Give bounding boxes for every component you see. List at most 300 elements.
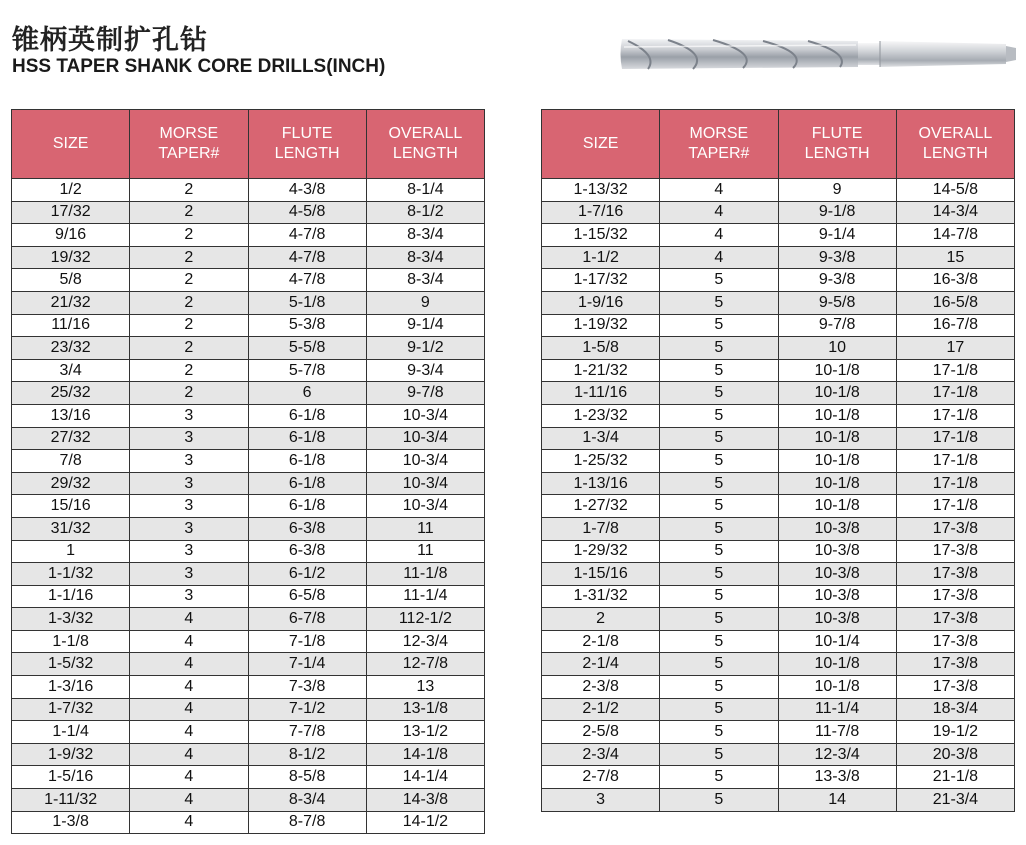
table-row [542,585,1015,608]
cell-overall-length: 10-3/4 [366,427,484,450]
cell-flute-length: 4-3/8 [248,179,366,202]
table-row [12,495,485,518]
cell-flute-length: 6-1/8 [248,495,366,518]
cell-morse-taper: 4 [130,698,248,721]
cell-size: 31/32 [12,517,130,540]
cell-size: 1-7/8 [542,517,660,540]
cell-overall-length: 17-1/8 [896,427,1014,450]
cell-morse-taper: 4 [660,179,778,202]
cell-flute-length: 5-1/8 [248,291,366,314]
specs-table-left [11,109,485,834]
cell-size: 29/32 [12,472,130,495]
table-row [542,404,1015,427]
cell-flute-length: 11-7/8 [778,721,896,744]
cell-size: 1-31/32 [542,585,660,608]
cell-flute-length: 5-3/8 [248,314,366,337]
table-row [12,291,485,314]
cell-size: 1-3/32 [12,608,130,631]
cell-overall-length: 17-3/8 [896,676,1014,699]
cell-morse-taper: 5 [660,789,778,812]
table-row [12,382,485,405]
cell-morse-taper: 5 [660,698,778,721]
cell-morse-taper: 5 [660,585,778,608]
cell-overall-length: 9 [366,291,484,314]
cell-overall-length: 14-5/8 [896,179,1014,202]
cell-size: 2 [542,608,660,631]
cell-morse-taper: 2 [130,201,248,224]
cell-overall-length: 21-3/4 [896,789,1014,812]
cell-morse-taper: 5 [660,359,778,382]
cell-morse-taper: 5 [660,291,778,314]
cell-overall-length: 20-3/8 [896,743,1014,766]
table-row [12,427,485,450]
cell-morse-taper: 4 [130,653,248,676]
cell-overall-length: 13-1/2 [366,721,484,744]
cell-size: 1-11/32 [12,789,130,812]
table-row [12,517,485,540]
cell-morse-taper: 3 [130,540,248,563]
table-row [542,766,1015,789]
cell-overall-length: 13-1/8 [366,698,484,721]
cell-flute-length: 6-7/8 [248,608,366,631]
cell-morse-taper: 4 [660,201,778,224]
table-row [12,201,485,224]
table-row [542,246,1015,269]
table-row [12,337,485,360]
cell-size: 1-3/8 [12,811,130,834]
specs-table-right [541,109,1015,812]
cell-size: 1-13/16 [542,472,660,495]
cell-flute-length: 10-3/8 [778,608,896,631]
table-row [542,269,1015,292]
cell-flute-length: 11-1/4 [778,698,896,721]
table-row [12,630,485,653]
cell-overall-length: 17-1/8 [896,382,1014,405]
cell-size: 3/4 [12,359,130,382]
cell-flute-length: 9-1/8 [778,201,896,224]
column-header-morse-taper: MORSE TAPER# [130,110,248,179]
cell-overall-length: 8-3/4 [366,246,484,269]
cell-overall-length: 17 [896,337,1014,360]
cell-overall-length: 17-1/8 [896,495,1014,518]
cell-overall-length: 8-3/4 [366,269,484,292]
cell-size: 2-1/4 [542,653,660,676]
cell-overall-length: 9-1/4 [366,314,484,337]
cell-morse-taper: 5 [660,676,778,699]
cell-morse-taper: 5 [660,766,778,789]
table-row [542,224,1015,247]
cell-morse-taper: 5 [660,540,778,563]
cell-morse-taper: 4 [130,608,248,631]
table-row [542,427,1015,450]
cell-flute-length: 10 [778,337,896,360]
cell-morse-taper: 2 [130,269,248,292]
table-row [12,269,485,292]
cell-size: 1-15/16 [542,563,660,586]
cell-overall-length: 10-3/4 [366,472,484,495]
cell-flute-length: 6-5/8 [248,585,366,608]
cell-flute-length: 6 [248,382,366,405]
cell-overall-length: 14-7/8 [896,224,1014,247]
cell-overall-length: 19-1/2 [896,721,1014,744]
cell-flute-length: 10-1/8 [778,382,896,405]
cell-overall-length: 8-1/2 [366,201,484,224]
cell-size: 1-11/16 [542,382,660,405]
cell-overall-length: 14-3/8 [366,789,484,812]
table-row [542,517,1015,540]
cell-flute-length: 12-3/4 [778,743,896,766]
cell-size: 11/16 [12,314,130,337]
table-row [542,472,1015,495]
column-header-morse-taper: MORSE TAPER# [660,110,778,179]
cell-morse-taper: 4 [130,766,248,789]
cell-overall-length: 17-1/8 [896,450,1014,473]
cell-morse-taper: 5 [660,495,778,518]
cell-size: 1-9/32 [12,743,130,766]
cell-flute-length: 4-7/8 [248,246,366,269]
cell-overall-length: 9-1/2 [366,337,484,360]
cell-overall-length: 17-3/8 [896,630,1014,653]
cell-overall-length: 11 [366,540,484,563]
table-row [542,721,1015,744]
column-header-size: SIZE [542,110,660,179]
cell-flute-length: 10-1/8 [778,427,896,450]
title-english: HSS TAPER SHANK CORE DRILLS(INCH) [12,56,386,77]
cell-morse-taper: 2 [130,382,248,405]
cell-overall-length: 17-1/8 [896,359,1014,382]
table-row [542,563,1015,586]
table-row [542,540,1015,563]
cell-flute-length: 10-1/8 [778,676,896,699]
cell-size: 1-1/8 [12,630,130,653]
cell-morse-taper: 4 [660,224,778,247]
cell-morse-taper: 2 [130,224,248,247]
cell-morse-taper: 5 [660,427,778,450]
cell-size: 27/32 [12,427,130,450]
cell-size: 1-9/16 [542,291,660,314]
cell-size: 3 [542,789,660,812]
cell-morse-taper: 3 [130,495,248,518]
cell-size: 7/8 [12,450,130,473]
cell-size: 2-3/8 [542,676,660,699]
cell-size: 1-23/32 [542,404,660,427]
table-row [12,698,485,721]
cell-size: 1-5/8 [542,337,660,360]
cell-overall-length: 14-1/8 [366,743,484,766]
cell-overall-length: 17-3/8 [896,563,1014,586]
cell-size: 2-1/2 [542,698,660,721]
cell-overall-length: 14-1/4 [366,766,484,789]
cell-size: 1-1/2 [542,246,660,269]
cell-flute-length: 10-1/8 [778,359,896,382]
cell-overall-length: 10-3/4 [366,450,484,473]
cell-overall-length: 16-5/8 [896,291,1014,314]
cell-morse-taper: 2 [130,359,248,382]
table-row [12,721,485,744]
cell-morse-taper: 4 [660,246,778,269]
cell-morse-taper: 2 [130,337,248,360]
cell-size: 1-1/32 [12,563,130,586]
cell-morse-taper: 4 [130,811,248,834]
cell-overall-length: 21-1/8 [896,766,1014,789]
table-row [542,698,1015,721]
cell-size: 1-29/32 [542,540,660,563]
cell-flute-length: 6-1/8 [248,427,366,450]
column-header-flute-length: FLUTE LENGTH [248,110,366,179]
table-row [12,246,485,269]
table-row [12,404,485,427]
table-row [12,359,485,382]
cell-flute-length: 6-1/8 [248,450,366,473]
cell-flute-length: 10-1/8 [778,653,896,676]
cell-size: 25/32 [12,382,130,405]
cell-flute-length: 10-3/8 [778,517,896,540]
table-row [12,608,485,631]
cell-size: 2-5/8 [542,721,660,744]
cell-morse-taper: 3 [130,563,248,586]
cell-size: 23/32 [12,337,130,360]
cell-morse-taper: 5 [660,517,778,540]
column-header-overall-length: OVERALL LENGTH [366,110,484,179]
cell-overall-length: 14-1/2 [366,811,484,834]
cell-flute-length: 10-1/8 [778,495,896,518]
table-row [542,495,1015,518]
cell-flute-length: 5-5/8 [248,337,366,360]
cell-size: 1-3/4 [542,427,660,450]
cell-size: 1 [12,540,130,563]
cell-overall-length: 15 [896,246,1014,269]
cell-morse-taper: 2 [130,246,248,269]
cell-overall-length: 17-3/8 [896,608,1014,631]
cell-morse-taper: 4 [130,789,248,812]
table-body [12,179,485,834]
cell-overall-length: 16-3/8 [896,269,1014,292]
table-row [12,789,485,812]
table-row [12,450,485,473]
cell-flute-length: 7-1/2 [248,698,366,721]
cell-size: 17/32 [12,201,130,224]
cell-flute-length: 4-5/8 [248,201,366,224]
cell-size: 1-19/32 [542,314,660,337]
cell-size: 1-7/32 [12,698,130,721]
cell-morse-taper: 5 [660,630,778,653]
cell-overall-length: 12-3/4 [366,630,484,653]
cell-overall-length: 10-3/4 [366,404,484,427]
cell-morse-taper: 5 [660,337,778,360]
cell-size: 1-15/32 [542,224,660,247]
cell-morse-taper: 2 [130,291,248,314]
cell-overall-length: 17-3/8 [896,540,1014,563]
cell-size: 21/32 [12,291,130,314]
cell-size: 19/32 [12,246,130,269]
table-row [542,450,1015,473]
cell-size: 1-5/16 [12,766,130,789]
cell-flute-length: 14 [778,789,896,812]
cell-size: 1-3/16 [12,676,130,699]
cell-flute-length: 8-5/8 [248,766,366,789]
table-row [12,766,485,789]
table-row [12,653,485,676]
cell-flute-length: 10-1/8 [778,450,896,473]
column-header-flute-length: FLUTE LENGTH [778,110,896,179]
cell-flute-length: 10-3/8 [778,540,896,563]
cell-size: 1-1/16 [12,585,130,608]
cell-flute-length: 10-1/8 [778,404,896,427]
cell-overall-length: 11 [366,517,484,540]
cell-morse-taper: 3 [130,517,248,540]
cell-size: 13/16 [12,404,130,427]
cell-size: 1-21/32 [542,359,660,382]
cell-flute-length: 8-1/2 [248,743,366,766]
cell-size: 2-3/4 [542,743,660,766]
cell-morse-taper: 5 [660,563,778,586]
cell-flute-length: 10-3/8 [778,563,896,586]
table-row [542,630,1015,653]
cell-morse-taper: 3 [130,404,248,427]
cell-morse-taper: 4 [130,743,248,766]
cell-flute-length: 6-1/2 [248,563,366,586]
cell-morse-taper: 3 [130,427,248,450]
cell-flute-length: 7-1/4 [248,653,366,676]
cell-flute-length: 6-1/8 [248,404,366,427]
cell-overall-length: 12-7/8 [366,653,484,676]
cell-flute-length: 10-3/8 [778,585,896,608]
cell-overall-length: 17-3/8 [896,585,1014,608]
cell-flute-length: 4-7/8 [248,269,366,292]
table-row [542,179,1015,202]
cell-morse-taper: 2 [130,179,248,202]
cell-overall-length: 17-3/8 [896,653,1014,676]
cell-flute-length: 8-7/8 [248,811,366,834]
cell-size: 1-5/32 [12,653,130,676]
cell-flute-length: 9-3/8 [778,246,896,269]
cell-size: 1-17/32 [542,269,660,292]
cell-flute-length: 6-3/8 [248,517,366,540]
table-body [542,179,1015,812]
cell-size: 1-1/4 [12,721,130,744]
cell-overall-length: 13 [366,676,484,699]
cell-overall-length: 17-1/8 [896,472,1014,495]
cell-flute-length: 6-1/8 [248,472,366,495]
cell-morse-taper: 5 [660,450,778,473]
column-header-size: SIZE [12,110,130,179]
cell-overall-length: 14-3/4 [896,201,1014,224]
cell-flute-length: 9-7/8 [778,314,896,337]
cell-size: 5/8 [12,269,130,292]
table-row [542,743,1015,766]
cell-flute-length: 7-3/8 [248,676,366,699]
table-row [12,314,485,337]
cell-morse-taper: 5 [660,653,778,676]
cell-overall-length: 18-3/4 [896,698,1014,721]
cell-size: 1-7/16 [542,201,660,224]
cell-morse-taper: 3 [130,472,248,495]
cell-flute-length: 8-3/4 [248,789,366,812]
table-row [12,540,485,563]
table-row [542,201,1015,224]
table-row [542,653,1015,676]
table-header-row [542,110,1015,179]
cell-flute-length: 9-1/4 [778,224,896,247]
cell-flute-length: 5-7/8 [248,359,366,382]
cell-overall-length: 16-7/8 [896,314,1014,337]
cell-overall-length: 8-1/4 [366,179,484,202]
cell-overall-length: 9-3/4 [366,359,484,382]
cell-size: 2-7/8 [542,766,660,789]
table-header-row [12,110,485,179]
table-row [12,743,485,766]
table-row [542,337,1015,360]
cell-morse-taper: 5 [660,269,778,292]
cell-overall-length: 11-1/8 [366,563,484,586]
cell-flute-length: 7-1/8 [248,630,366,653]
cell-flute-length: 4-7/8 [248,224,366,247]
cell-morse-taper: 4 [130,721,248,744]
table-row [542,291,1015,314]
table-row [542,676,1015,699]
cell-flute-length: 7-7/8 [248,721,366,744]
table-row [12,472,485,495]
cell-overall-length: 8-3/4 [366,224,484,247]
cell-overall-length: 11-1/4 [366,585,484,608]
cell-flute-length: 9 [778,179,896,202]
taper-shank-core-drill-image [618,33,1018,75]
cell-size: 1-25/32 [542,450,660,473]
table-row [542,314,1015,337]
cell-overall-length: 9-7/8 [366,382,484,405]
cell-overall-length: 112-1/2 [366,608,484,631]
cell-overall-length: 10-3/4 [366,495,484,518]
cell-morse-taper: 5 [660,743,778,766]
cell-flute-length: 10-1/8 [778,472,896,495]
cell-size: 9/16 [12,224,130,247]
cell-flute-length: 9-5/8 [778,291,896,314]
table-row [12,585,485,608]
title-chinese: 锥柄英制扩孔钻 [12,25,208,56]
cell-morse-taper: 3 [130,450,248,473]
cell-size: 1-13/32 [542,179,660,202]
cell-flute-length: 6-3/8 [248,540,366,563]
cell-flute-length: 9-3/8 [778,269,896,292]
cell-size: 15/16 [12,495,130,518]
column-header-overall-length: OVERALL LENGTH [896,110,1014,179]
cell-morse-taper: 5 [660,382,778,405]
table-row [542,359,1015,382]
table-row [542,789,1015,812]
cell-morse-taper: 4 [130,630,248,653]
cell-morse-taper: 5 [660,314,778,337]
cell-flute-length: 13-3/8 [778,766,896,789]
cell-morse-taper: 5 [660,404,778,427]
table-row [542,382,1015,405]
cell-morse-taper: 3 [130,585,248,608]
cell-morse-taper: 5 [660,608,778,631]
cell-overall-length: 17-1/8 [896,404,1014,427]
cell-morse-taper: 4 [130,676,248,699]
table-row [12,811,485,834]
cell-size: 2-1/8 [542,630,660,653]
table-row [12,224,485,247]
cell-morse-taper: 5 [660,721,778,744]
cell-overall-length: 17-3/8 [896,517,1014,540]
cell-size: 1/2 [12,179,130,202]
table-row [542,608,1015,631]
cell-size: 1-27/32 [542,495,660,518]
table-row [12,563,485,586]
cell-morse-taper: 2 [130,314,248,337]
cell-flute-length: 10-1/4 [778,630,896,653]
table-row [12,676,485,699]
